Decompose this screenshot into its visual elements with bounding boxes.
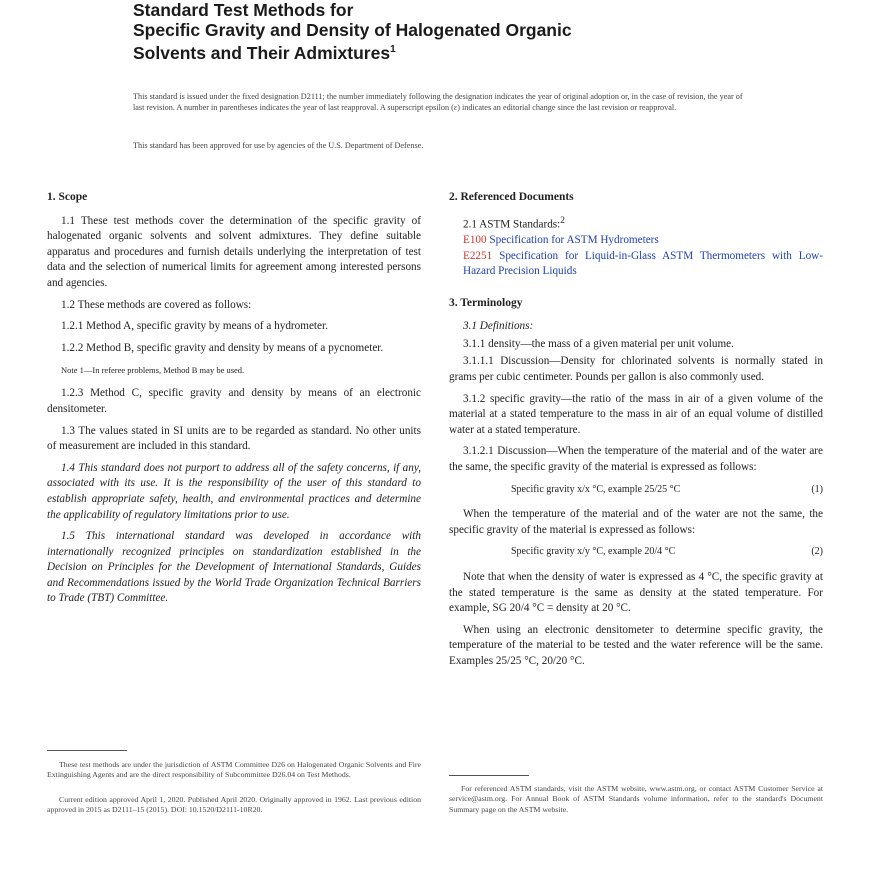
para-densitometer: When using an electronic densitometer to determine specific gravity, the temperature of the material to be tested and the water reference will be the same. Examples 25/25 °C, 20/20 °C. [449,623,823,667]
astm-standards-text: 2.1 ASTM Standards: [463,218,561,231]
title-line-2: Specific Gravity and Density of Halogenated Organic [133,20,572,40]
astm-standards-sup: 2 [560,215,565,226]
refdocs-heading: 2. Referenced Documents [449,191,574,203]
para-3-1-1-1: 3.1.1.1 Discussion—Density for chlorinated solvents is normally stated in grams per cubic centimeter. Pounds per gallon is also commonly used. [449,355,823,384]
ref-title[interactable]: Specification for Liquid-in-Glass ASTM Thermometers with Low-Hazard Precision Liquids [463,249,823,278]
title-line-3 [133,40,753,63]
designation-notice: This standard is issued under the fixed designation D2111; the number immediately following the designation indicates the year of original adoption or, in the case of revision, the year of last revision. A number in parentheses indicates the year of last reapproval. A superscript epsilon (ε) indicates an editorial change since the last revision or reapproval. [133,92,743,112]
para-3-1-1: 3.1.1 density—the mass of a given material per unit volume. [463,337,734,350]
document-title [133,0,753,63]
ref-title[interactable]: Specification for ASTM Hydrometers [489,233,659,246]
equation-1-number: (1) [811,483,823,495]
scope-heading: 1. Scope [47,191,88,203]
equation-2-number: (2) [811,546,823,558]
left-column [47,190,421,613]
right-footnote-rule [449,775,529,776]
ref-e2251[interactable] [449,249,823,280]
ref-code[interactable]: E100 [463,233,487,246]
ref-e100[interactable] [449,233,823,249]
title-footnote-mark: 1 [390,44,396,55]
left-footnote-2: Current edition approved April 1, 2020. Published April 2020. Originally approved in 1962. Last previous edition approved in 2015 as D2111–15 (2015). DOI: 10.1520/D2111-10R20. [47,795,421,815]
para-1-5: 1.5 This international standard was developed in accordance with internationally recognized principles on standardization established in the Decision on Principles for the Development of International Standards, Guides and Recommendations issued by the World Trade Organization Technical Barriers to Trade (TBT) Committee. [47,530,421,605]
right-column [449,190,823,676]
para-1-2: 1.2 These methods are covered as follows: [61,298,252,311]
para-1-3: 1.3 The values stated in SI units are to be regarded as standard. No other units of measurement are included in this standard. [47,424,421,453]
equation-1 [449,482,823,498]
equation-1-text: Specific gravity x/x °C, example 25/25 °C [511,483,681,495]
para-1-4: 1.4 This standard does not purport to address all of the safety concerns, if any, associated with its use. It is the responsibility of the user of this standard to establish appropriate safety, health, and environmental practices and determine the applicability of regulatory limitations prior to use. [47,461,421,521]
para-3-1-2-1: 3.1.2.1 Discussion—When the temperature of the material and of the water are the same, the specific gravity of the material is expressed as follows: [449,445,823,474]
note-1: Note 1—In referee problems, Method B may be used. [61,365,245,376]
para-1-1: 1.1 These test methods cover the determination of the specific gravity of halogenated organic solvents and solvent admixtures. They define suitable apparatus and procedures and furnish details underlying the interpretation of test data and the selection of numerical limits for agreement among interested persons and agencies. [47,214,421,289]
para-1-2-3: 1.2.3 Method C, specific gravity and density by means of an electronic densitometer. [47,387,421,415]
para-1-2-1: 1.2.1 Method A, specific gravity by means of a hydrometer. [61,320,328,333]
para-water-note: Note that when the density of water is expressed as 4 °C, the specific gravity at the stated temperature is the same as density at the stated temperature. For example, SG 20/4 °C = density at 20 °C. [449,571,823,615]
equation-2-text: Specific gravity x/y °C, example 20/4 °C [511,546,676,558]
ref-code[interactable]: E2251 [463,249,493,262]
right-footnote: For referenced ASTM standards, visit the ASTM website, www.astm.org, or contact ASTM Customer Service at service@astm.org. For Annual Book of ASTM Standards volume information, refer to the standard's Document Summary page on the ASTM website. [449,784,823,814]
para-1-2-2: 1.2.2 Method B, specific gravity and density by means of a pycnometer. [61,341,384,354]
para-3-1-2: 3.1.2 specific gravity—the ratio of the mass in air of a given volume of the material at a stated temperature to the mass in air of an equal volume of distilled water at a stated temperature. [449,392,823,436]
left-footnote-rule [47,750,127,751]
title-line-1: Standard Test Methods for [133,0,354,20]
left-footnote-1: These test methods are under the jurisdiction of ASTM Committee D26 on Halogenated Organic Solvents and Fire Extinguishing Agents and are the direct responsibility of Subcommittee D26.04 on Test Methods. [47,760,421,780]
para-after-eq1: When the temperature of the material and of the water are not the same, the specific gravity of the material is expressed as follows: [449,508,823,536]
equation-2 [449,544,823,560]
title-line-3-text: Solvents and Their Admixtures [133,42,391,63]
terminology-heading: 3. Terminology [449,296,523,309]
dod-approval: This standard has been approved for use by agencies of the U.S. Department of Defense. [133,141,424,150]
para-3-1: 3.1 Definitions: [463,320,534,333]
astm-standards-intro [449,214,823,233]
